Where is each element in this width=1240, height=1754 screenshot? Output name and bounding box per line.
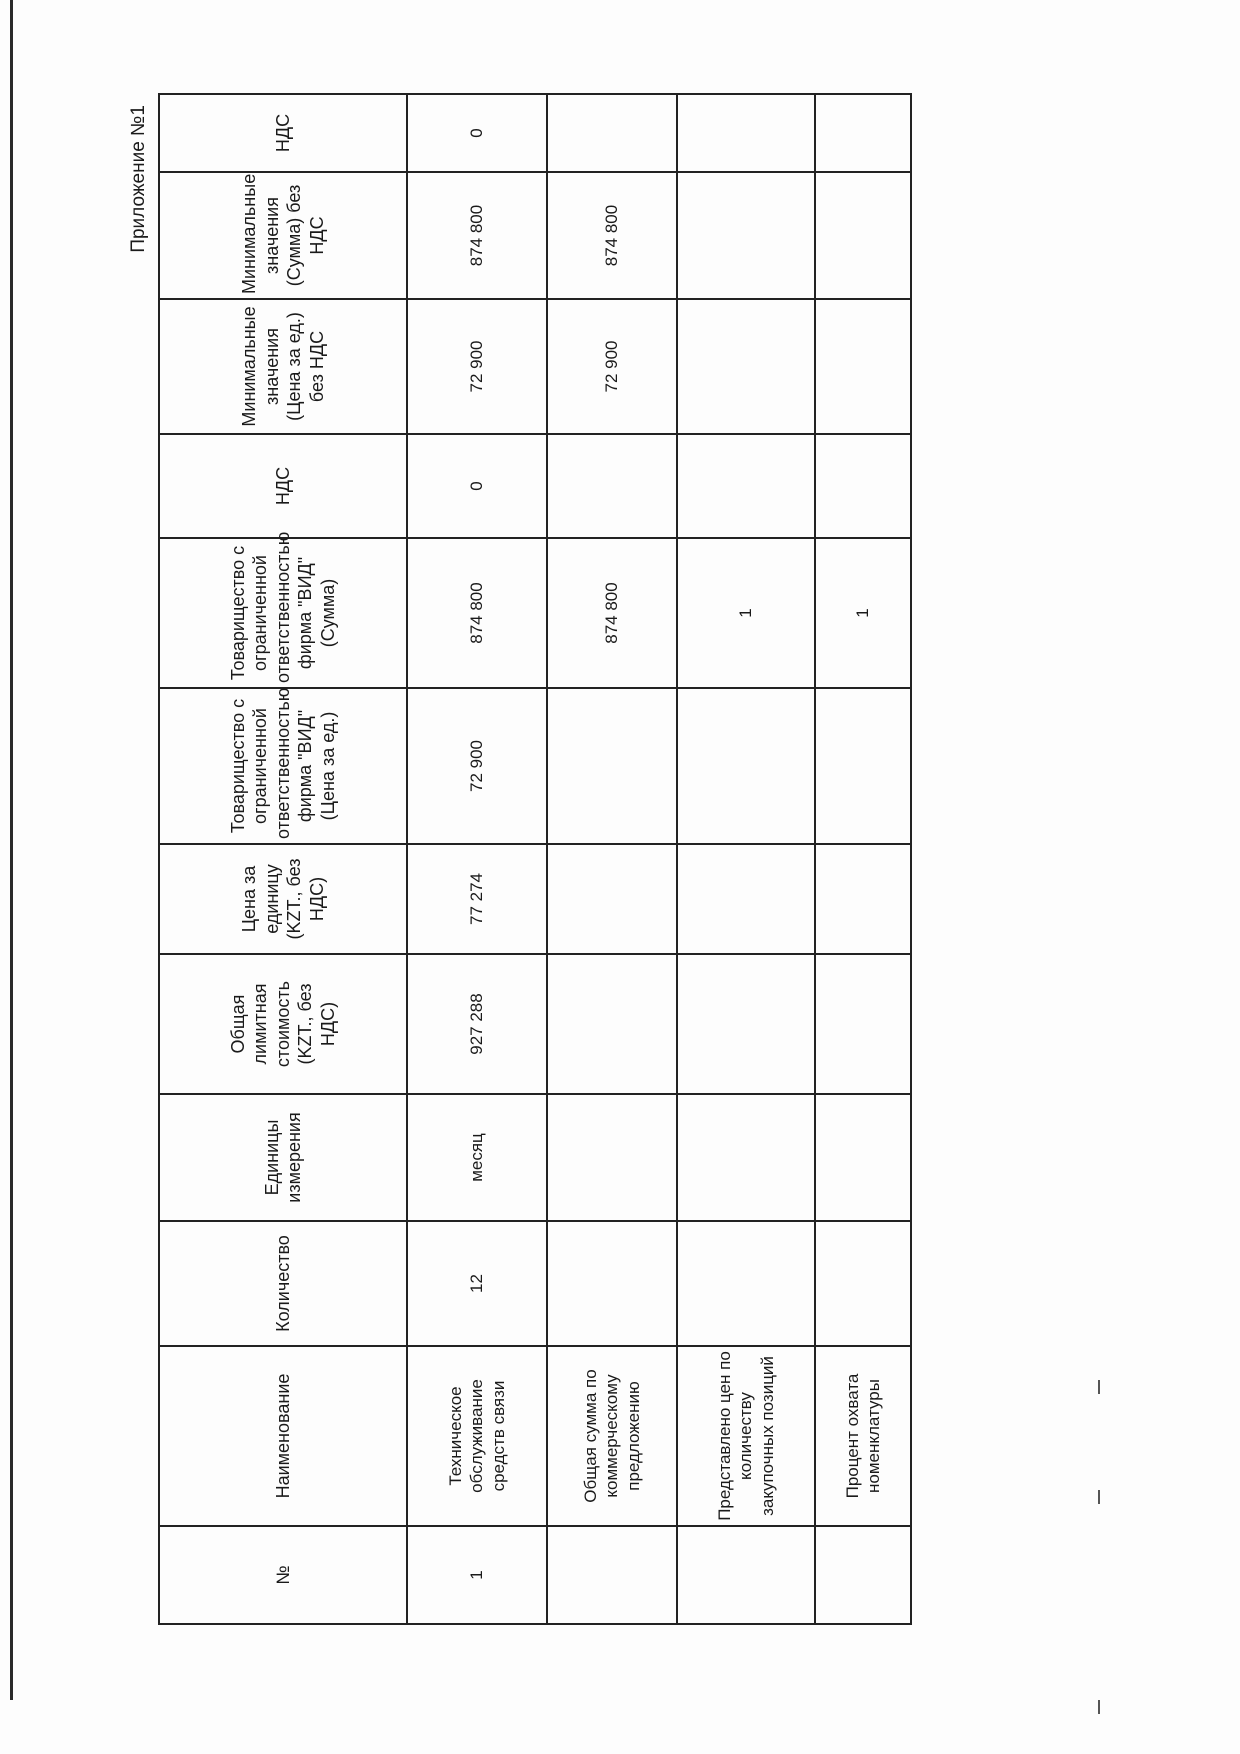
cell-empty [547,688,677,844]
cell-coverage-label: Процент охвата номенклатуры [815,1346,911,1526]
header-total-limit: Общая лимитная стоимость (KZT., без НДС) [159,954,407,1094]
cell-empty [677,1526,815,1624]
cell-total-min-unit-price: 72 900 [547,299,677,434]
cell-empty [677,688,815,844]
rotated-page [128,95,910,1625]
header-vid-sum: Товарищество с ограниченной ответственностью фирма "ВИД" (Сумма) [159,538,407,688]
header-vid-unit-price: Товарищество с ограниченной ответственностью фирма "ВИД" (Цена за ед.) [159,688,407,844]
scan-edge-line [10,0,13,1700]
cell-empty [677,172,815,299]
cell-empty [815,844,911,954]
cell-qty: 12 [407,1221,547,1346]
cell-empty [677,844,815,954]
appendix-label: Приложение №1 [128,105,149,253]
cell-empty [547,1526,677,1624]
cell-unit: месяц [407,1094,547,1221]
cell-empty [547,434,677,538]
cell-positions-value: 1 [677,538,815,688]
cell-empty [547,94,677,172]
cell-empty [815,954,911,1094]
cell-empty [677,299,815,434]
cell-empty [547,844,677,954]
cell-empty [815,688,911,844]
cell-positions-label: Представлено цен по количеству закупочных позиций [677,1346,815,1526]
table-row-positions [677,94,815,1624]
cell-vid-sum: 874 800 [407,538,547,688]
cell-empty [677,1094,815,1221]
cell-vat: 0 [407,434,547,538]
header-min-unit-price: Минимальные значения (Цена за ед.) без НДС [159,299,407,434]
cell-empty [815,172,911,299]
cell-empty [547,954,677,1094]
cell-empty [815,1526,911,1624]
header-name: Наименование [159,1346,407,1526]
table-row-coverage [815,94,911,1624]
cell-min-sum: 874 800 [407,172,547,299]
header-unit-price: Цена за единицу (KZT., без НДС) [159,844,407,954]
header-unit: Единицы измерения [159,1094,407,1221]
cell-empty [815,299,911,434]
cell-empty [677,94,815,172]
table-row-total [547,94,677,1624]
cell-empty [547,1221,677,1346]
cell-total-min-sum: 874 800 [547,172,677,299]
cell-empty [677,954,815,1094]
cell-vid-unit-price: 72 900 [407,688,547,844]
header-vat: НДС [159,434,407,538]
header-min-sum: Минимальные значения (Сумма) без НДС [159,172,407,299]
cell-empty [677,1221,815,1346]
cell-coverage-value: 1 [815,538,911,688]
cell-empty [677,434,815,538]
cell-total-limit: 927 288 [407,954,547,1094]
cell-name: Техническое обслуживание средств связи [407,1346,547,1526]
cell-num: 1 [407,1526,547,1624]
header-min-vat: НДС [159,94,407,172]
cell-min-vat: 0 [407,94,547,172]
price-table [158,93,912,1625]
cell-empty [815,434,911,538]
cell-total-label: Общая сумма по коммерческому предложению [547,1346,677,1526]
scan-artifact [1098,1490,1100,1504]
cell-unit-price: 77 274 [407,844,547,954]
cell-empty [547,1094,677,1221]
header-num: № [159,1526,407,1624]
table-row [407,94,547,1624]
cell-total-vid-sum: 874 800 [547,538,677,688]
cell-empty [815,1221,911,1346]
cell-empty [815,94,911,172]
cell-min-unit-price: 72 900 [407,299,547,434]
scan-artifact [1098,1700,1100,1714]
header-row [159,94,407,1624]
cell-empty [815,1094,911,1221]
header-qty: Количество [159,1221,407,1346]
scan-artifact [1098,1380,1100,1394]
